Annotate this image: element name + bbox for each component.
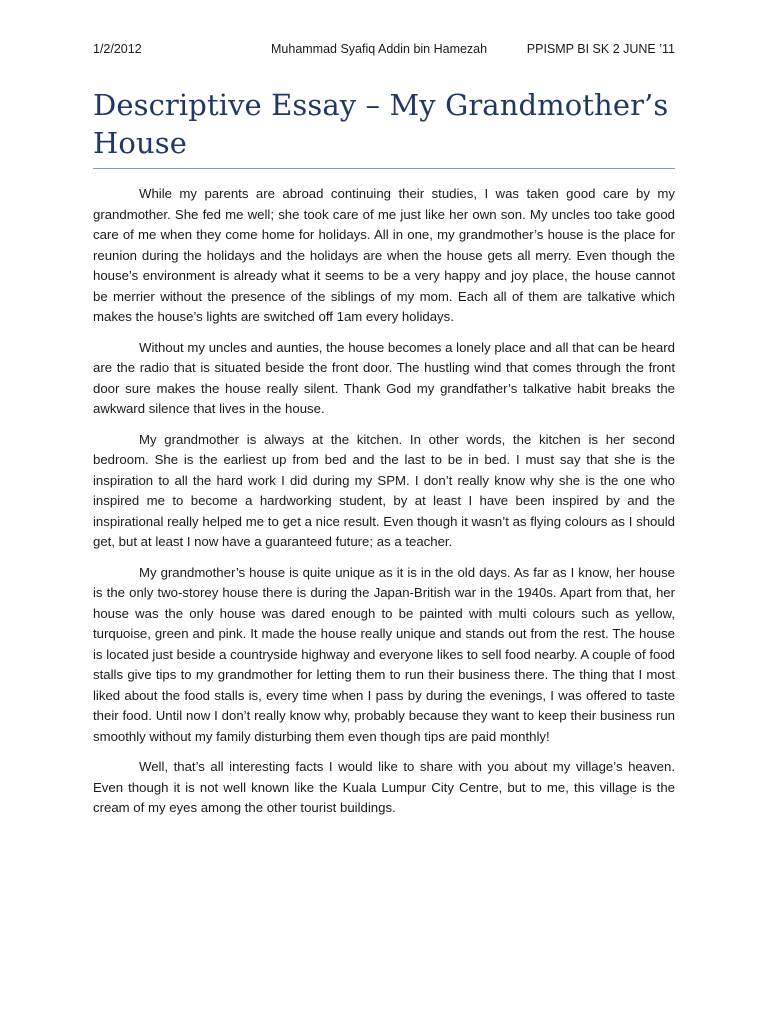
paragraph-3: My grandmother is always at the kitchen. In other words, the kitchen is her second bedroom. She is the earliest up from bed and the last to be in bed. I must say that she is the inspiration to all the hard work I did during my SPM. I don’t really know why she is the one who inspired me to become a hardworking student, by at least I have been inspired by and the inspirational really helped me to get a nice result. Even though it wasn’t as flying colours as I should get, but at least I now have a guaranteed future; as a teacher. (93, 431, 675, 549)
header-date: 1/2/2012 (93, 42, 142, 56)
essay-body (93, 184, 675, 829)
header-course: PPISMP BI SK 2 JUNE ’11 (526, 42, 675, 56)
title-underline-rule (93, 168, 675, 169)
paragraph-4: My grandmother’s house is quite unique as it is in the old days. As far as I know, her house is the only two-storey house there is during the Japan-British war in the 1940s. Apart from that, her house was the only house was dared enough to be painted with multi colours such as yellow, turquoise, green and pink. It made the house really unique and stands out from the rest. The house is located just beside a countryside highway and everyone likes to sell food nearby. A couple of food stalls give tips to my grandmother for letting them to run their business there. The thing that I most liked about the food stalls is, every time when I pass by during the evenings, I was offered to taste their food. Until now I don’t really know why, probably because they want to keep their business run smoothly without my family disturbing them even though tips are paid monthly! (93, 564, 675, 744)
document-title: Descriptive Essay – My Grandmother’s House (93, 88, 669, 160)
title-block (93, 86, 675, 169)
header-author: Muhammad Syafiq Addin bin Hamezah (271, 42, 488, 56)
page-header (93, 42, 675, 62)
paragraph-1: While my parents are abroad continuing their studies, I was taken good care by my grandmother. She fed me well; she took care of me just like her own son. My uncles too take good care of me when they come home for holidays. All in one, my grandmother’s house is the place for reunion during the holidays and the holidays are when the house gets all merry. Even though the house’s environment is already what it seems to be a very happy and joy place, the house cannot be merrier without the presence of the siblings of my mom. Each all of them are talkative which makes the house’s lights are switched off 1am every holidays. (93, 186, 675, 324)
paragraph-5: Well, that’s all interesting facts I would like to share with you about my village’s heaven. Even though it is not well known like the Kuala Lumpur City Centre, but to me, this village is the cream of my eyes among the other tourist buildings. (93, 759, 675, 815)
paragraph-2: Without my uncles and aunties, the house becomes a lonely place and all that can be heard are the radio that is situated beside the front door. The hustling wind that comes through the front door sure makes the house really silent. Thank God my grandfather’s talkative habit breaks the awkward silence that lives in the house. (93, 339, 675, 416)
